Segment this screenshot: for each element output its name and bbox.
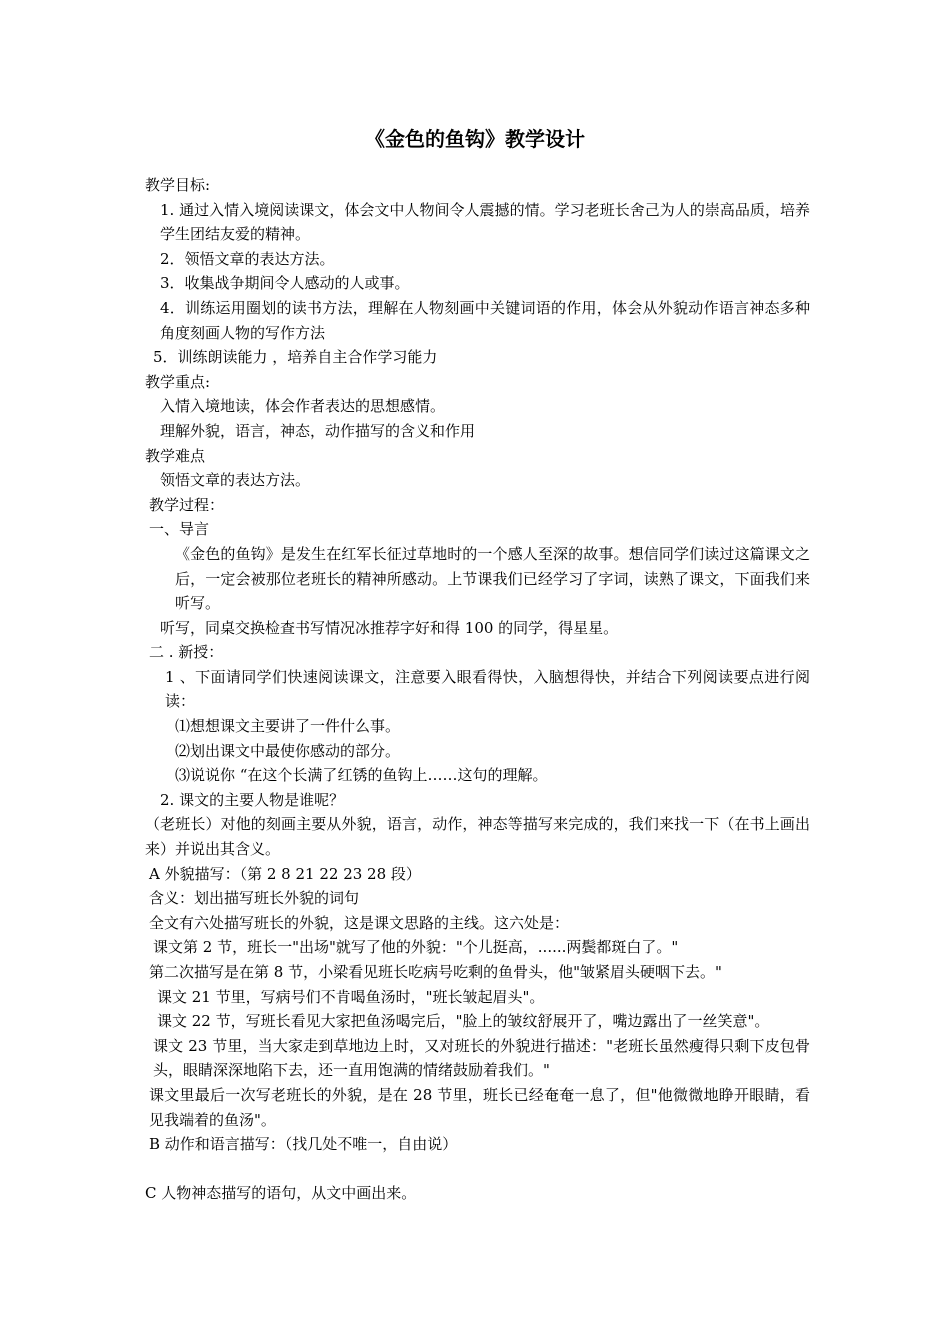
character-description-paragraph: （老班长）对他的刻画主要从外貌，语言，动作，神态等描写来完成的，我们来找一下（在书上画出来）并说出其含义。 [145, 815, 810, 859]
key-point-1: 入情入境地读，体会作者表达的思想感情。 [160, 397, 446, 416]
expression-heading: C 人物神态描写的语句，从文中画出来。 [145, 1184, 417, 1203]
goal-item-5: 5．训练朗读能力 ，培养自主合作学习能力 [153, 348, 438, 367]
blank-line [145, 1157, 810, 1182]
section-intro-heading: 一、导言 [149, 520, 210, 539]
reading-point-3: ⑶说说你 “在这个长满了红锈的鱼钩上……这句的理解。 [175, 766, 548, 785]
appearance-example-1: 课文第 2 节，班长一"出场"就写了他的外貌："个儿挺高，......两鬓都斑白了。" [153, 938, 679, 957]
document-title: 《金色的鱼钩》教学设计 [365, 127, 585, 151]
key-point-2: 理解外貌，语言，神态，动作描写的含义和作用 [160, 421, 476, 440]
main-character-question: 2. 课文的主要人物是谁呢？ [160, 790, 345, 809]
heading-process: 教学过程： [149, 495, 225, 514]
appearance-example-6: 课文里最后一次写老班长的外貌，是在 28 节里，班长已经奄奄一息了，但"他微微地睁开眼睛，看见我端着的鱼汤"。 [149, 1085, 810, 1129]
reading-instruction: 1 、下面请同学们快速阅读课文，注意要入眼看得快，入脑想得快，并结合下列阅读要点进行阅读： [165, 667, 810, 711]
appearance-example-2: 第二次描写是在第 8 节，小梁看见班长吃病号吃剩的鱼骨头，他"皱紧眉头硬咽下去。" [149, 963, 722, 981]
reading-point-2: ⑵划出课文中最使你感动的部分。 [175, 741, 401, 760]
appearance-heading: A 外貌描写：（第 2 8 21 22 23 28 段） [149, 864, 421, 883]
goal-item-2: 2．领悟文章的表达方法。 [160, 249, 335, 268]
heading-difficulties: 教学难点 [145, 446, 206, 465]
difficulty-1: 领悟文章的表达方法。 [160, 471, 311, 490]
appearance-summary: 全文有六处描写班长的外貌，这是课文思路的主线。这六处是： [149, 913, 570, 932]
appearance-example-3: 课文 21 节里，写病号们不肯喝鱼汤时，"班长皱起眉头"。 [157, 987, 545, 1006]
appearance-example-4: 课文 22 节，写班长看见大家把鱼汤喝完后，"脸上的皱纹舒展开了，嘴边露出了一丝笑意"。 [157, 1012, 770, 1031]
heading-teaching-goals: 教学目标: [145, 176, 211, 194]
reading-point-1: ⑴想想课文主要讲了一件什么事。 [175, 717, 401, 736]
goal-item-1: 1. 通过入情入境阅读课文，体会文中人物间令人震撼的情。学习老班长舍己为人的崇高品质，培养学生团结友爱的精神。 [160, 200, 810, 244]
goal-item-4: 4．训练运用圈划的读书方法，理解在人物刻画中关键词语的作用，体会从外貌动作语言神态多种角度刻画人物的写作方法 [160, 298, 810, 342]
action-language-heading: B 动作和语言描写：（找几处不唯一，自由说） [149, 1135, 458, 1154]
section-new-lesson-heading: 二 . 新授： [149, 643, 224, 662]
goal-item-3: 3．收集战争期间令人感动的人或事。 [160, 274, 410, 293]
document-body [145, 173, 810, 1206]
dictation-paragraph: 听写，同桌交换检查书写情况冰推荐字好和得 100 的同学，得星星。 [160, 618, 619, 637]
appearance-example-5: 课文 23 节里，当大家走到草地边上时，又对班长的外貌进行描述："老班长虽然瘦得只剩下皮包骨头，眼睛深深地陷下去，还一直用饱满的情绪鼓励着我们。" [153, 1036, 810, 1080]
heading-key-points: 教学重点: [145, 372, 211, 391]
intro-paragraph: 《金色的鱼钩》是发生在红军长征过草地时的一个感人至深的故事。想信同学们读过这篇课文之后，一定会被那位老班长的精神所感动。上节课我们已经学习了字词，读熟了课文，下面我们来听写。 [175, 544, 810, 613]
appearance-meaning: 含义：划出描写班长外貌的词句 [149, 889, 360, 908]
